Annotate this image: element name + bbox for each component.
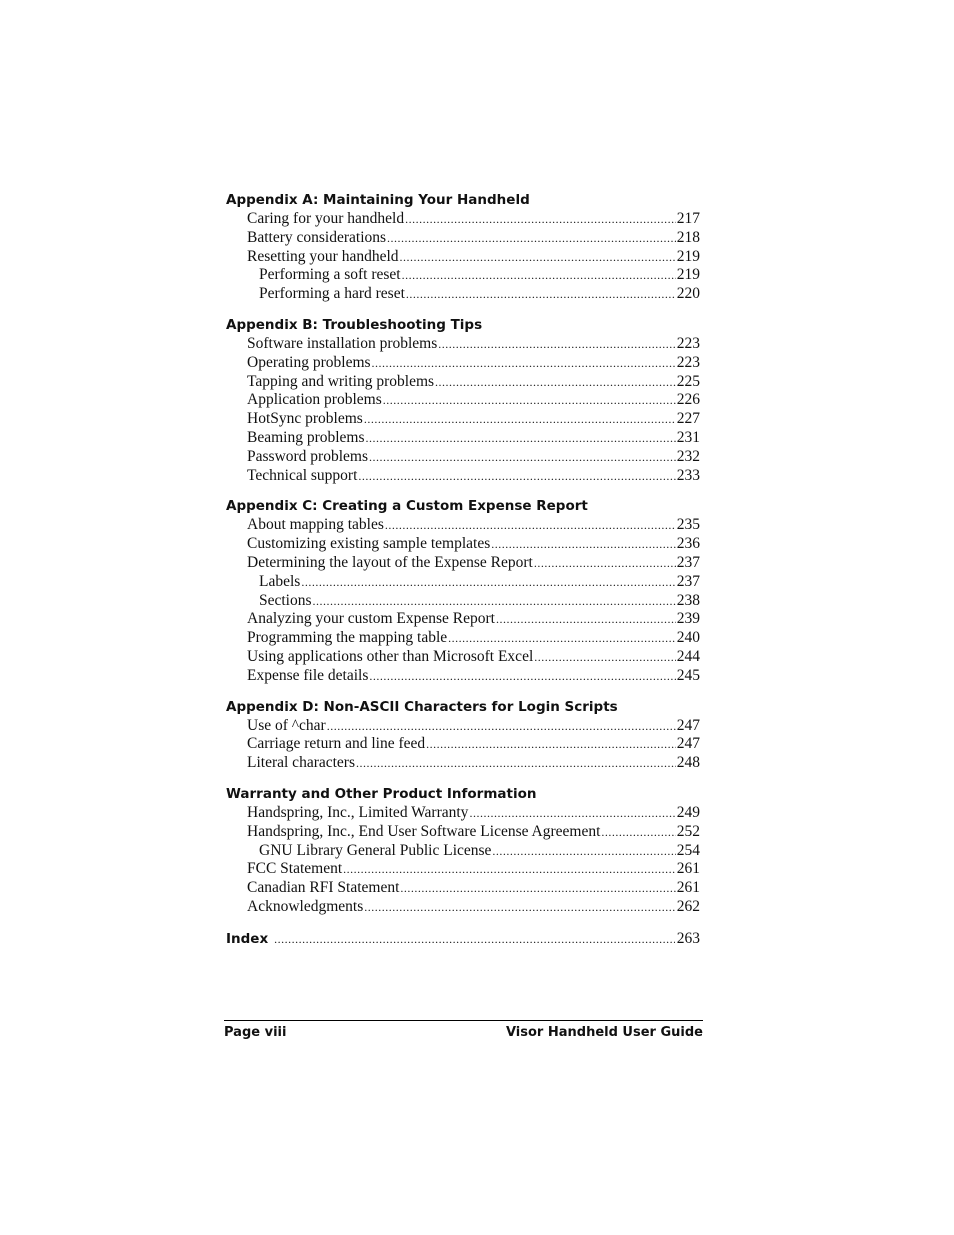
dot-leader [438, 335, 675, 354]
entry-title: Performing a hard reset [259, 285, 405, 303]
entry-page: 236 [676, 535, 700, 553]
toc-entry [226, 735, 700, 754]
section-heading: Warranty and Other Product Information [226, 785, 537, 802]
entry-page: 261 [676, 879, 700, 897]
dot-leader [496, 610, 676, 629]
dot-leader [274, 930, 675, 949]
dot-leader [400, 879, 675, 898]
toc-entry [226, 354, 700, 373]
dot-leader [387, 229, 676, 248]
entry-title: Customizing existing sample templates [247, 535, 491, 553]
dot-leader [426, 735, 676, 754]
entry-page: 227 [676, 410, 700, 428]
entry-page: 220 [676, 285, 700, 303]
toc-entry [226, 823, 700, 842]
entry-title: Battery considerations [247, 228, 387, 246]
section-heading: Appendix C: Creating a Custom Expense Report [226, 498, 588, 515]
toc-entry [226, 373, 700, 392]
dot-leader [343, 860, 676, 879]
entry-title: HotSync problems [247, 410, 363, 428]
entry-title: Beaming problems [247, 428, 365, 446]
entry-title: Caring for your handheld [247, 210, 405, 227]
dot-leader [405, 210, 676, 229]
dot-leader [383, 391, 676, 410]
dot-leader [406, 285, 676, 304]
entry-title: Tapping and writing problems [247, 372, 435, 390]
dot-leader [534, 554, 676, 573]
table-of-contents [226, 191, 700, 948]
toc-entry [226, 391, 700, 410]
entry-page: 252 [676, 822, 700, 840]
entry-page: 261 [676, 860, 700, 878]
dot-leader [372, 354, 676, 373]
entry-title: FCC Statement [247, 860, 343, 878]
footer-divider [224, 1020, 703, 1021]
entry-page: 247 [676, 735, 700, 753]
toc-section [226, 316, 700, 485]
dot-leader [301, 573, 675, 592]
toc-entry [226, 229, 700, 248]
entry-page: 226 [676, 391, 700, 409]
entry-title: Acknowledgments [247, 897, 364, 915]
toc-entry [226, 804, 700, 823]
dot-leader [435, 373, 676, 392]
dot-leader [327, 717, 676, 736]
index-page: 263 [676, 929, 700, 947]
entry-title: Performing a soft reset [259, 266, 401, 284]
dot-leader [400, 248, 676, 267]
entry-title: Programming the mapping table [247, 629, 448, 647]
entry-title: Expense file details [247, 666, 369, 684]
entry-page: 247 [676, 716, 700, 734]
entry-page: 219 [676, 266, 700, 284]
dot-leader [492, 842, 675, 861]
dot-leader [356, 754, 676, 773]
entry-title: Handspring, Inc., Limited Warranty [247, 803, 469, 821]
dot-leader [385, 516, 676, 535]
toc-entry [226, 629, 700, 648]
toc-section [226, 698, 700, 773]
section-heading: Appendix D: Non-ASCII Characters for Login Scripts [226, 698, 618, 715]
entry-title: Carriage return and line feed [247, 735, 426, 753]
entry-page: 244 [676, 647, 700, 665]
entry-page: 218 [676, 228, 700, 246]
toc-section [226, 191, 700, 304]
entry-page: 232 [676, 447, 700, 465]
entry-title: Operating problems [247, 353, 371, 371]
entry-title: Literal characters [247, 754, 355, 772]
section-heading: Appendix A: Maintaining Your Handheld [226, 192, 530, 208]
toc-entry [226, 879, 700, 898]
toc-entry [226, 210, 700, 229]
toc-entry [226, 648, 700, 667]
entry-title: Determining the layout of the Expense Report [247, 553, 533, 571]
entry-page: 238 [676, 591, 700, 609]
dot-leader [402, 266, 676, 285]
entry-page: 237 [676, 553, 700, 571]
dot-leader [369, 667, 675, 686]
toc-entry [226, 842, 700, 861]
entry-page: 233 [676, 466, 700, 484]
entry-title: About mapping tables [247, 516, 384, 534]
entry-page: 249 [676, 803, 700, 821]
entry-title: Using applications other than Microsoft Excel [247, 647, 534, 665]
toc-entry [226, 285, 700, 304]
page-number: Page viii [224, 1025, 287, 1040]
toc-entry [226, 410, 700, 429]
toc-entry [226, 717, 700, 736]
dot-leader [364, 410, 676, 429]
toc-entry [226, 429, 700, 448]
entry-page: 239 [676, 610, 700, 628]
entry-title: Technical support [247, 466, 358, 484]
entry-page: 235 [676, 516, 700, 534]
toc-entry [226, 754, 700, 773]
entry-page: 254 [676, 841, 700, 859]
entry-page: 240 [676, 629, 700, 647]
toc-entry [226, 860, 700, 879]
toc-entry [226, 448, 700, 467]
toc-entry [226, 667, 700, 686]
dot-leader [313, 592, 676, 611]
index-entry [226, 929, 700, 948]
entry-page: 248 [676, 754, 700, 772]
entry-page: 223 [676, 334, 700, 352]
entry-page: 217 [676, 210, 700, 227]
toc-entry [226, 535, 700, 554]
entry-page: 237 [676, 572, 700, 590]
entry-title: Use of ^char [247, 716, 326, 734]
entry-title: Resetting your handheld [247, 247, 399, 265]
dot-leader [469, 804, 675, 823]
toc-section [226, 497, 700, 685]
entry-page: 219 [676, 247, 700, 265]
toc-entry [226, 516, 700, 535]
toc-entry [226, 467, 700, 486]
index-title: Index [226, 930, 269, 947]
dot-leader [534, 648, 675, 667]
dot-leader [358, 467, 675, 486]
section-heading: Appendix B: Troubleshooting Tips [226, 316, 483, 333]
entry-page: 225 [676, 372, 700, 390]
toc-entry [226, 573, 700, 592]
entry-title: Application problems [247, 391, 382, 409]
entry-page: 231 [676, 428, 700, 446]
entry-title: Handspring, Inc., End User Software License Agreement [247, 822, 601, 840]
toc-entry [226, 898, 700, 917]
toc-entry [226, 266, 700, 285]
entry-title: GNU Library General Public License [259, 841, 492, 859]
page-footer [224, 1024, 703, 1042]
toc-entry [226, 248, 700, 267]
entry-page: 262 [676, 897, 700, 915]
dot-leader [448, 629, 676, 648]
toc-entry [226, 610, 700, 629]
dot-leader [364, 898, 676, 917]
entry-title: Canadian RFI Statement [247, 879, 400, 897]
dot-leader [369, 448, 676, 467]
toc-section [226, 785, 700, 917]
dot-leader [491, 535, 676, 554]
toc-entry [226, 335, 700, 354]
entry-title: Software installation problems [247, 334, 438, 352]
entry-title: Labels [259, 572, 301, 590]
entry-title: Analyzing your custom Expense Report [247, 610, 495, 628]
toc-entry [226, 592, 700, 611]
entry-title: Sections [259, 591, 312, 609]
entry-page: 223 [676, 353, 700, 371]
dot-leader [366, 429, 676, 448]
dot-leader [601, 823, 675, 842]
entry-title: Password problems [247, 447, 368, 465]
entry-page: 245 [676, 666, 700, 684]
book-title: Visor Handheld User Guide [505, 1025, 703, 1040]
toc-entry [226, 554, 700, 573]
